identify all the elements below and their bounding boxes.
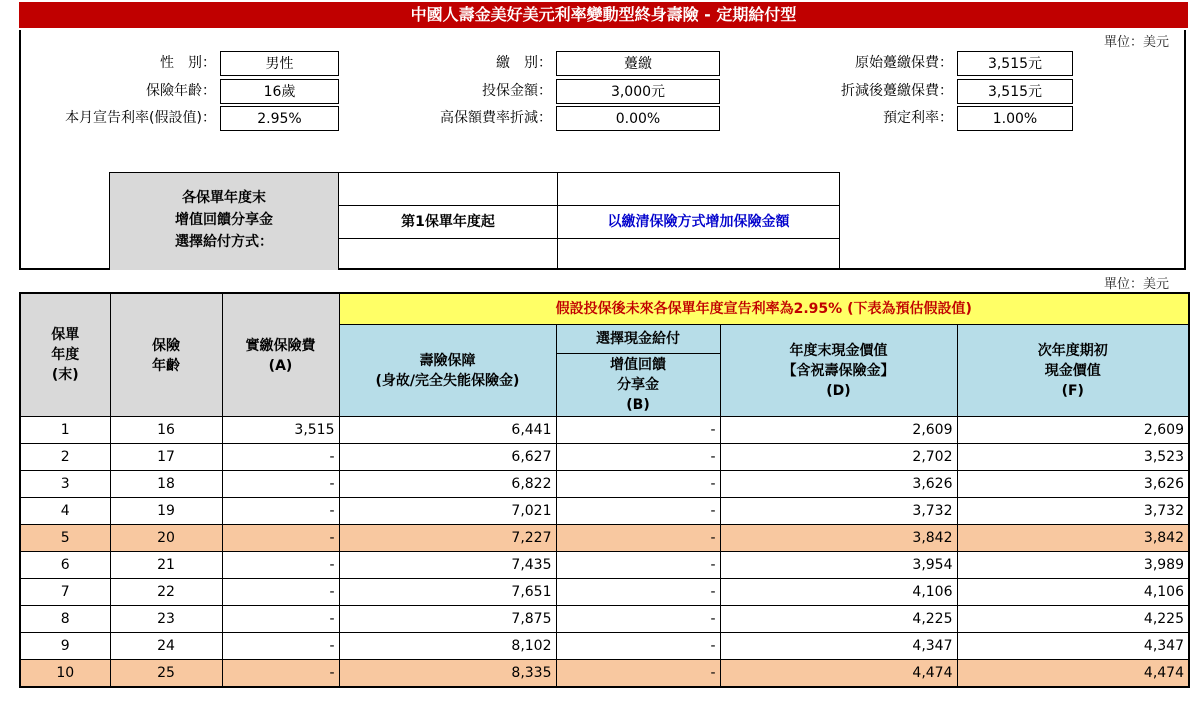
table-row	[20, 552, 1189, 579]
cell-premium: -	[222, 606, 339, 633]
assumed-rate-label: 預定利率：	[883, 110, 953, 126]
cell-year: 1	[20, 417, 110, 444]
cell-next-cash-value: 4,474	[957, 660, 1189, 688]
table-row	[20, 633, 1189, 660]
method-choice: 以繳清保險方式增加保險金額	[558, 205, 840, 238]
cell-premium: -	[222, 552, 339, 579]
cell-age: 25	[110, 660, 222, 688]
cell-death-benefit: 7,021	[339, 498, 556, 525]
cell-cash-value: 4,106	[720, 579, 957, 606]
cell-cash-value: 4,474	[720, 660, 957, 688]
table-row	[20, 606, 1189, 633]
cell-death-benefit: 6,822	[339, 471, 556, 498]
cell-bonus: -	[556, 471, 720, 498]
col-header-year: 保單 年度 (末)	[20, 293, 110, 417]
cell-year: 2	[20, 444, 110, 471]
cell-death-benefit: 7,651	[339, 579, 556, 606]
cell-age: 23	[110, 606, 222, 633]
cell-year: 9	[20, 633, 110, 660]
unit-label-top: 單位：美元	[1104, 35, 1170, 50]
discount-value: 0.00%	[556, 106, 720, 131]
net-premium-value: 3,515元	[957, 79, 1073, 104]
table-row	[20, 660, 1189, 688]
table-row	[20, 444, 1189, 471]
method-cell-empty	[339, 238, 558, 270]
age-label: 保險年齡：	[146, 83, 216, 99]
method-cell-empty	[558, 172, 840, 205]
cell-premium: -	[222, 525, 339, 552]
assumed-rate-value: 1.00%	[957, 106, 1073, 131]
orig-premium-value: 3,515元	[957, 51, 1073, 76]
assumption-banner: 假設投保後未來各保單年度宣告利率為2.95% (下表為預估假設值)	[339, 293, 1189, 325]
cell-premium: -	[222, 498, 339, 525]
cell-next-cash-value: 4,106	[957, 579, 1189, 606]
age-value: 16歲	[220, 79, 339, 104]
cell-premium: -	[222, 471, 339, 498]
cell-cash-value: 4,225	[720, 606, 957, 633]
cell-bonus: -	[556, 606, 720, 633]
cell-bonus: -	[556, 579, 720, 606]
col-header-cash-choice: 選擇現金給付	[556, 325, 720, 354]
cell-premium: -	[222, 444, 339, 471]
col-header-death-benefit: 壽險保障 (身故/完全失能保險金)	[339, 325, 556, 417]
cell-next-cash-value: 2,609	[957, 417, 1189, 444]
method-cell-empty	[339, 172, 558, 205]
cell-age: 17	[110, 444, 222, 471]
cell-cash-value: 3,954	[720, 552, 957, 579]
cell-next-cash-value: 3,626	[957, 471, 1189, 498]
col-header-premium: 實繳保險費 (A)	[222, 293, 339, 417]
cell-death-benefit: 7,875	[339, 606, 556, 633]
benefit-table	[19, 292, 1190, 688]
cell-premium: -	[222, 660, 339, 688]
cell-age: 22	[110, 579, 222, 606]
table-row	[20, 417, 1189, 444]
cell-premium: 3,515	[222, 417, 339, 444]
pay-label: 繳 別：	[496, 55, 552, 71]
cell-age: 20	[110, 525, 222, 552]
payout-method-box	[109, 172, 840, 270]
cell-year: 4	[20, 498, 110, 525]
cell-year: 7	[20, 579, 110, 606]
payout-method-label: 各保單年度末 增值回饋分享金 選擇給付方式：	[110, 172, 339, 270]
cell-death-benefit: 6,441	[339, 417, 556, 444]
table-row	[20, 579, 1189, 606]
cell-year: 3	[20, 471, 110, 498]
rate-value: 2.95%	[220, 106, 339, 131]
table-row	[20, 471, 1189, 498]
cell-year: 6	[20, 552, 110, 579]
cell-next-cash-value: 3,732	[957, 498, 1189, 525]
cell-death-benefit: 8,335	[339, 660, 556, 688]
cell-age: 21	[110, 552, 222, 579]
method-cell-empty	[558, 238, 840, 270]
unit-label-table: 單位：美元	[1104, 277, 1170, 292]
cell-cash-value: 3,626	[720, 471, 957, 498]
amount-label: 投保金額：	[482, 83, 552, 99]
cell-death-benefit: 7,227	[339, 525, 556, 552]
col-header-cash-value: 年度末現金價值 【含祝壽保險金】 (D)	[720, 325, 957, 417]
cell-bonus: -	[556, 417, 720, 444]
cell-bonus: -	[556, 525, 720, 552]
col-header-bonus: 增值回饋 分享金 (B)	[556, 354, 720, 417]
cell-next-cash-value: 4,347	[957, 633, 1189, 660]
discount-label: 高保額費率折減：	[440, 110, 552, 126]
gender-value: 男性	[220, 51, 339, 76]
cell-cash-value: 2,609	[720, 417, 957, 444]
cell-next-cash-value: 4,225	[957, 606, 1189, 633]
cell-bonus: -	[556, 498, 720, 525]
cell-year: 8	[20, 606, 110, 633]
amount-value: 3,000元	[556, 79, 720, 104]
col-header-next-cash-value: 次年度期初 現金價值 (F)	[957, 325, 1189, 417]
cell-death-benefit: 6,627	[339, 444, 556, 471]
cell-bonus: -	[556, 660, 720, 688]
cell-premium: -	[222, 579, 339, 606]
cell-bonus: -	[556, 552, 720, 579]
cell-year: 5	[20, 525, 110, 552]
cell-cash-value: 4,347	[720, 633, 957, 660]
rate-label: 本月宣告利率(假設值)：	[65, 110, 216, 126]
cell-year: 10	[20, 660, 110, 688]
cell-cash-value: 2,702	[720, 444, 957, 471]
cell-age: 16	[110, 417, 222, 444]
cell-age: 18	[110, 471, 222, 498]
cell-age: 19	[110, 498, 222, 525]
cell-death-benefit: 8,102	[339, 633, 556, 660]
cell-bonus: -	[556, 633, 720, 660]
orig-premium-label: 原始躉繳保費：	[855, 55, 953, 71]
cell-cash-value: 3,732	[720, 498, 957, 525]
table-row	[20, 498, 1189, 525]
cell-death-benefit: 7,435	[339, 552, 556, 579]
gender-label: 性 別：	[160, 55, 216, 71]
col-header-age: 保險 年齡	[110, 293, 222, 417]
cell-premium: -	[222, 633, 339, 660]
page-title: 中國人壽金美好美元利率變動型終身壽險 - 定期給付型	[19, 2, 1188, 28]
method-start-year: 第1保單年度起	[339, 205, 558, 238]
cell-cash-value: 3,842	[720, 525, 957, 552]
table-row	[20, 525, 1189, 552]
cell-bonus: -	[556, 444, 720, 471]
cell-next-cash-value: 3,989	[957, 552, 1189, 579]
cell-age: 24	[110, 633, 222, 660]
cell-next-cash-value: 3,842	[957, 525, 1189, 552]
cell-next-cash-value: 3,523	[957, 444, 1189, 471]
net-premium-label: 折減後躉繳保費：	[841, 83, 953, 99]
pay-value: 躉繳	[556, 51, 720, 76]
